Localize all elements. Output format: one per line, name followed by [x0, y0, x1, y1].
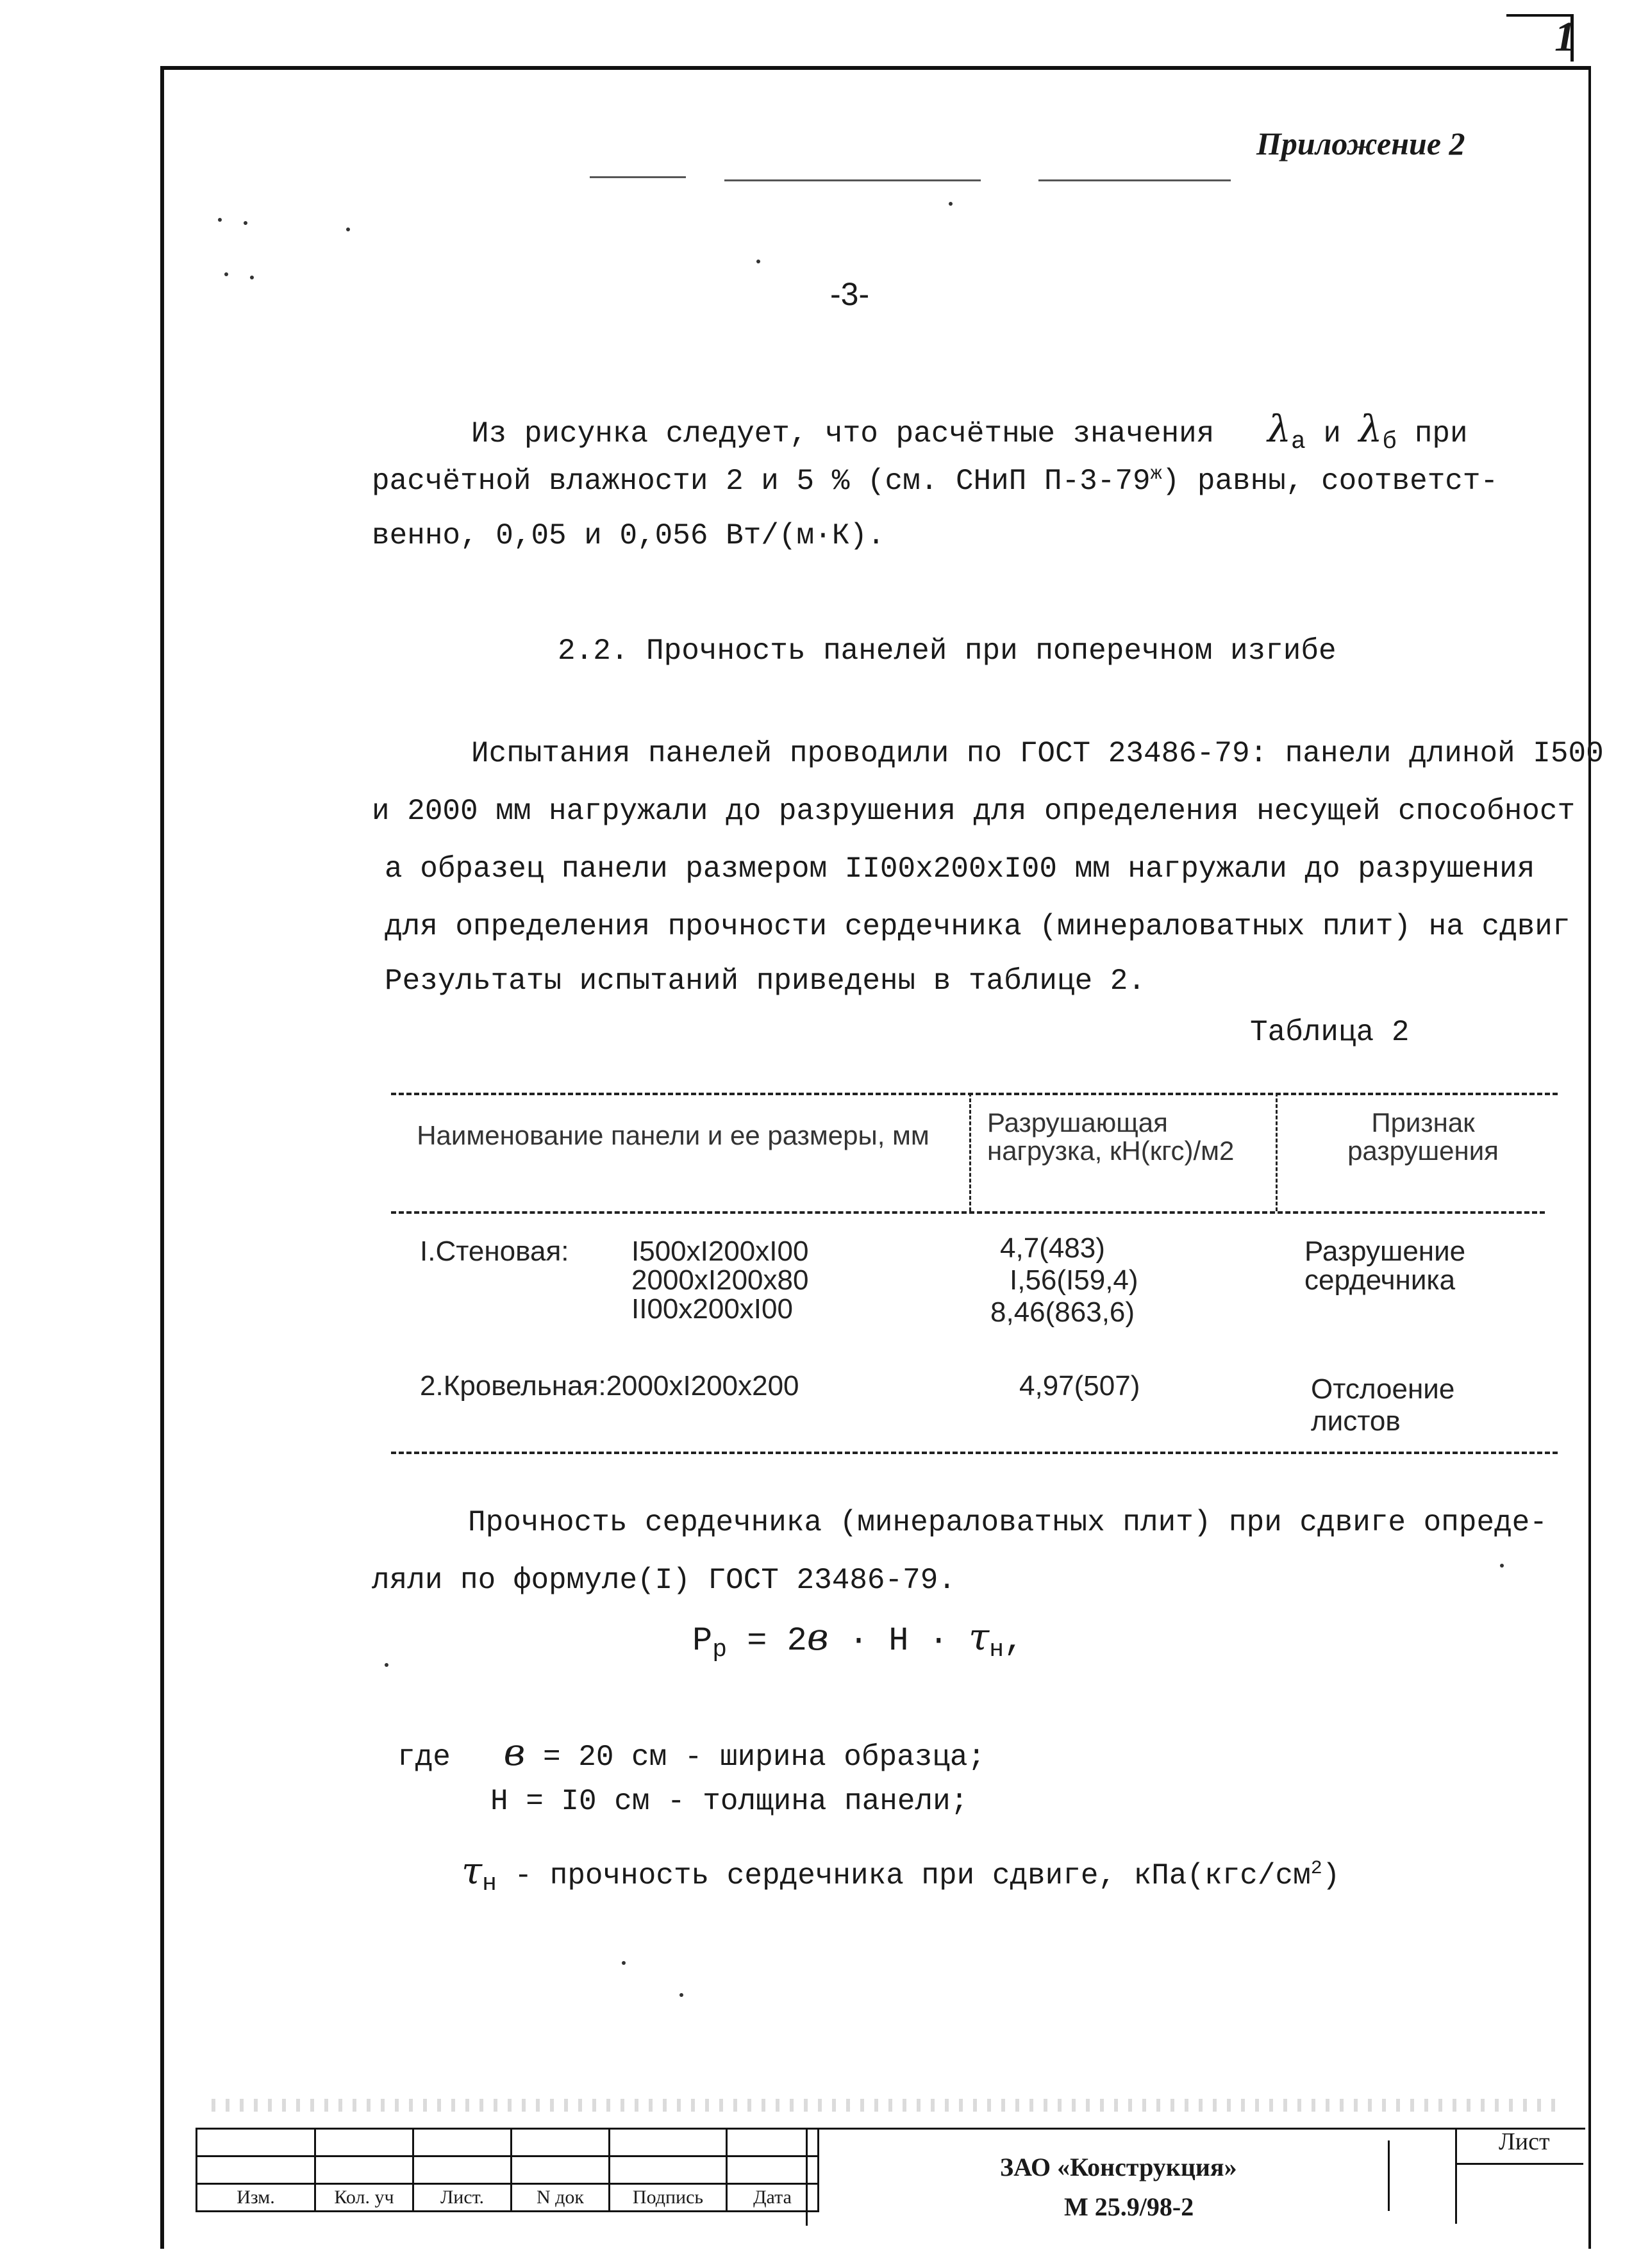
- def-b-text: = 20 см - ширина образца;: [543, 1741, 986, 1774]
- sheet-label: Лист: [1499, 2128, 1550, 2155]
- def-tau-sup: 2: [1310, 1858, 1322, 1880]
- definition-tau: [462, 1849, 1340, 1898]
- table-caption: Таблица 2: [1250, 1016, 1410, 1049]
- appendix-title: Приложение 2: [1256, 126, 1465, 161]
- scan-speck: [756, 260, 760, 263]
- table-bottom-rule: [391, 1452, 1558, 1454]
- table-row-1-load-2: I,56(I59,4): [1010, 1264, 1138, 1296]
- paragraph3-line2: ляли по формуле(I) ГОСТ 23486-79.: [372, 1564, 956, 1597]
- table-row-1-size-1: I500xI200xI00: [631, 1236, 809, 1267]
- table-row-2-name: 2.Кровельная:2000xI200x200: [420, 1370, 799, 1402]
- scan-speck: [1500, 1564, 1504, 1568]
- table-row-2-failure-2: листов: [1311, 1405, 1401, 1437]
- scan-speck: [250, 276, 254, 279]
- shear-formula: [692, 1615, 1024, 1664]
- definition-h: H = I0 см - толщина панели;: [490, 1785, 969, 1818]
- section-heading: 2.2. Прочность панелей при поперечном изгибе: [558, 634, 1337, 668]
- paragraph1-line2: [372, 465, 1498, 498]
- paragraph2-line2: и 2000 мм нагружали до разрушения для определения несущей способност: [372, 795, 1576, 828]
- table-col-divider-2: [1276, 1093, 1278, 1211]
- table-row-1-size-3: II00x200xI00: [631, 1293, 793, 1325]
- col-podpis: Подпись: [610, 2184, 727, 2212]
- col-list: Лист.: [413, 2184, 512, 2212]
- paragraph2-line4: для определения прочности сердечника (минераловатных плит) на сдвиг: [385, 910, 1570, 943]
- table-row-1-load-1: 4,7(483): [1000, 1232, 1105, 1264]
- formula-rhs-prefix: = 2: [747, 1622, 807, 1660]
- table-row-2-failure-1: Отслоение: [1311, 1373, 1455, 1405]
- col-kol-uch: Кол. уч: [315, 2184, 413, 2212]
- formula-b: в: [806, 1615, 829, 1659]
- def-tau-sub: н: [482, 1870, 497, 1898]
- table-header-load: Разрушающая нагрузка, кН(кгс)/м2: [987, 1107, 1235, 1166]
- table-row-2-load-1: 4,97(507): [1019, 1370, 1140, 1402]
- formula-mid: · H ·: [848, 1622, 949, 1660]
- corner-sheet-number: 1: [1554, 13, 1576, 60]
- def-b-symbol: в: [503, 1730, 526, 1774]
- formula-end: ,: [1004, 1622, 1024, 1660]
- paragraph2-line1: Испытания панелей проводили по ГОСТ 23486-79: панели длиной I500: [471, 737, 1604, 770]
- title-block: [196, 2128, 1583, 2243]
- scan-speck: [224, 272, 228, 276]
- scan-speck: [218, 218, 222, 222]
- def-tau-symbol: τ: [462, 1849, 483, 1892]
- p1-line2-before: расчётной влажности 2 и 5 % (см. СНиП П-3-79: [372, 465, 1151, 498]
- paragraph1-line3: венно, 0,05 и 0,056 Вт/(м·К).: [372, 519, 885, 552]
- p1-line2-sup: ж: [1150, 463, 1162, 485]
- lambda-symbol-a: λ: [1267, 407, 1291, 451]
- scan-speck: [346, 228, 350, 231]
- revision-table: [196, 2128, 819, 2212]
- formula-lhs: P: [692, 1622, 713, 1660]
- p1-line1-before: Из рисунка следует, что расчётные значения: [471, 417, 1215, 451]
- scan-speck: [244, 221, 247, 225]
- definition-b: [397, 1730, 985, 1774]
- document-code: М 25.9/98-2: [1064, 2192, 1194, 2221]
- col-data: Дата: [727, 2184, 819, 2212]
- table-top-rule: [391, 1093, 1558, 1095]
- paragraph1-line1: [471, 407, 1468, 456]
- formula-tau: τ: [969, 1615, 990, 1659]
- lambda-sub-a: а: [1290, 428, 1306, 456]
- table-row-1-size-2: 2000xI200x80: [631, 1264, 809, 1296]
- scan-speck: [679, 1993, 683, 1997]
- title-inner-divider: [1388, 2140, 1390, 2211]
- table-row-1-load-3: 8,46(863,6): [990, 1296, 1135, 1328]
- table-col-divider-1: [969, 1093, 971, 1211]
- p1-line1-after: при: [1414, 417, 1468, 451]
- lambda-sub-b: б: [1382, 428, 1397, 456]
- table-row-1-name: I.Стеновая:: [420, 1236, 569, 1267]
- col-n-dok: N док: [512, 2184, 610, 2212]
- header-rule-2: [724, 179, 981, 181]
- formula-lhs-sub: р: [712, 1636, 728, 1664]
- page-number: -3-: [830, 276, 870, 312]
- p1-and: и: [1323, 417, 1342, 451]
- table-header-failure: Признак разрушения: [1347, 1107, 1499, 1166]
- header-rule-3: [1038, 179, 1231, 181]
- organization-name: ЗАО «Конструкция»: [1000, 2153, 1237, 2181]
- paragraph2-line3: а образец панели размером II00x200xI00 мм нагружали до разрушения: [385, 852, 1535, 886]
- def-where: где: [397, 1741, 451, 1774]
- table-header-name: Наименование панели и ее размеры, мм: [417, 1120, 929, 1150]
- def-tau-end: ): [1322, 1859, 1340, 1892]
- table-row-1-failure-1: Разрушение: [1304, 1236, 1466, 1267]
- col-izm: Изм.: [197, 2184, 315, 2212]
- scan-speck: [949, 202, 953, 206]
- table-header-rule: [391, 1211, 1545, 1214]
- lambda-symbol-b: λ: [1358, 407, 1383, 451]
- sheet-cell-divider: [1455, 2163, 1583, 2165]
- scan-speck: [622, 1961, 626, 1965]
- scan-noise-band: [212, 2099, 1558, 2112]
- scan-speck: [385, 1663, 388, 1667]
- p1-line2-after: ) равны, соответст-: [1162, 465, 1499, 498]
- paragraph3-line1: Прочность сердечника (минераловатных плит) при сдвиге опреде-: [468, 1506, 1547, 1539]
- table-row-1-failure-2: сердечника: [1304, 1264, 1456, 1296]
- formula-tau-sub: н: [989, 1636, 1004, 1664]
- paragraph2-line5: Результаты испытаний приведены в таблице 2.: [385, 964, 1145, 998]
- def-tau-text: - прочность сердечника при сдвиге, кПа(кгс/см: [514, 1859, 1311, 1892]
- header-rule-1: [590, 176, 686, 178]
